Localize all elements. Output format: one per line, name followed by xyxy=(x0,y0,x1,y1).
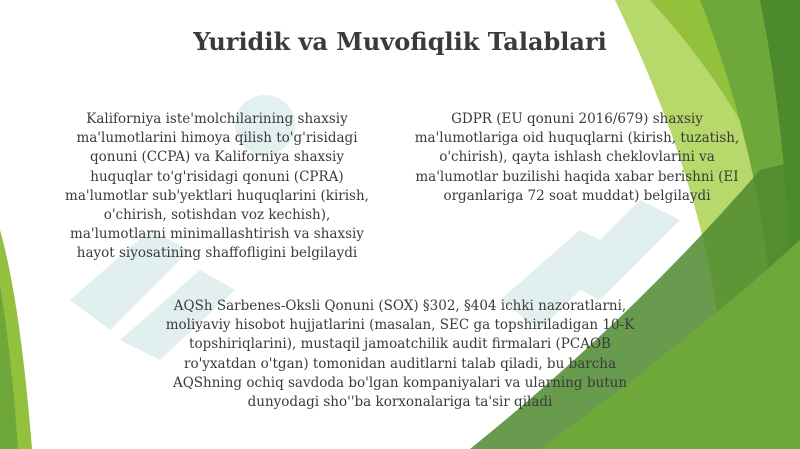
slide-title: Yuridik va Muvofiqlik Talablari xyxy=(193,27,607,56)
sox-text: AQSh Sarbenes-Oksli Qonuni (SOX) §302, §404 ichki nazoratlarni, moliyaviy hisobot hujjatlarini (masalan, SEC ga topshiriladigan 10-K topshiriqlarini), mustaqil jamoatchilik audit firmalari (PCAOB ro'yxatdan o'tgan) tomonidan auditlarni talab qiladi, bu barcha AQShning ochiq savdoda bo'lgan kompaniyalari va ularning butun dunyodagi sho''ba korxonalariga ta'sir qiladi xyxy=(165,298,635,411)
left-accent-shape xyxy=(0,230,32,449)
gdpr-text: GDPR (EU qonuni 2016/679) shaxsiy ma'lumotlariga oid huquqlarni (kirish, tuzatish, o'chirish), qayta ishlash cheklovlarini va ma'lumotlar buzilishi haqida xabar berishni (EI organlariga 72 soat muddat) belgilaydi xyxy=(414,111,740,204)
ccpa-cpra-text: Kaliforniya iste'molchilarining shaxsiy ma'lumotlarini himoya qilish to'g'risidagi qonuni (CCPA) va Kaliforniya shaxsiy huquqlar to'g'risidagi qonuni (CPRA) ma'lumotlar sub'yektlari huquqlarini (kirish, o'chirish, sotishdan voz kechish), ma'lumotlarni minimallashtirish va shaxsiy hayot siyosatining shaffofligini belgilaydi xyxy=(65,111,369,262)
